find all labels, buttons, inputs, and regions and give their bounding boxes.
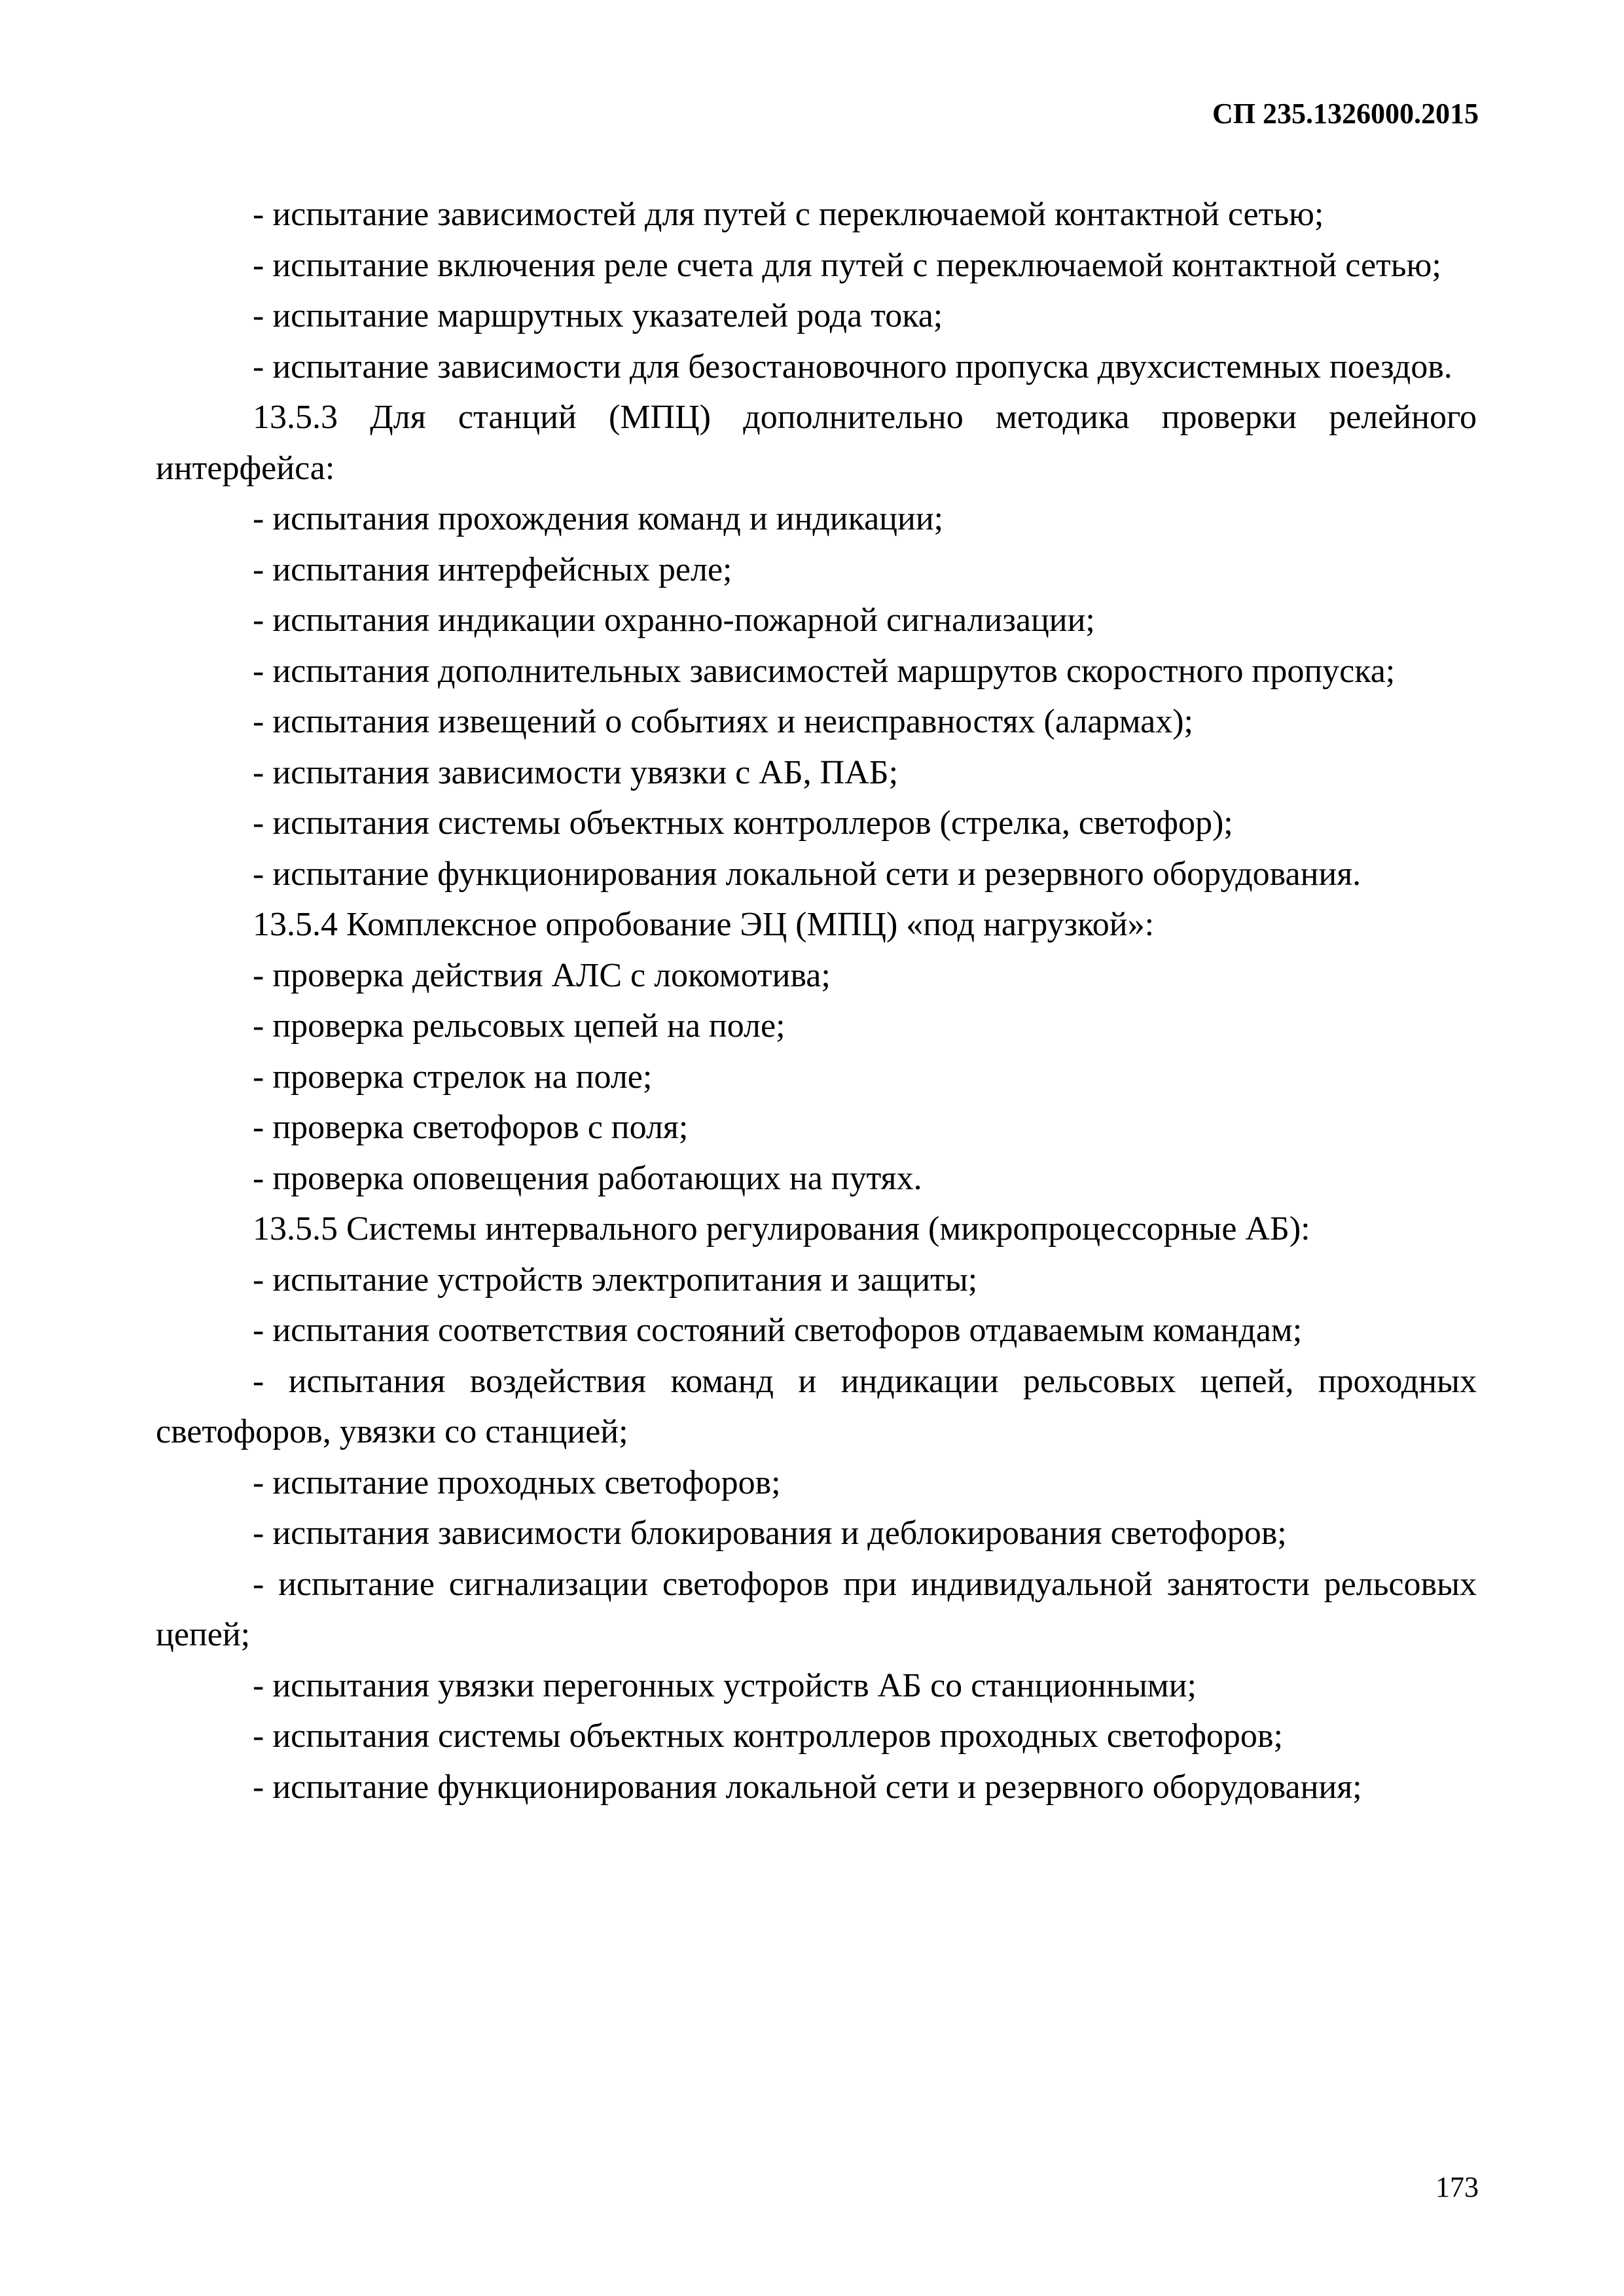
list-item: - испытание сигнализации светофоров при индивидуальной занятости рельсовых цепей; xyxy=(156,1565,1477,1653)
document-code-header: СП 235.1326000.2015 xyxy=(1212,98,1479,130)
list-item: - испытания прохождения команд и индикации; xyxy=(253,500,944,537)
list-item: - испытания извещений о событиях и неисправностях (алармах); xyxy=(253,703,1194,740)
list-item: - испытание маршрутных указателей рода тока; xyxy=(253,297,943,334)
list-item: - испытания системы объектных контроллеров проходных светофоров; xyxy=(253,1717,1283,1755)
section-heading-13-5-3: 13.5.3 Для станций (МПЦ) дополнительно методика проверки релейного интерфейса: xyxy=(156,399,1477,487)
list-item: - испытание устройств электропитания и защиты; xyxy=(253,1261,978,1299)
list-item: - испытания зависимости увязки с АБ, ПАБ; xyxy=(253,753,899,791)
list-item: - испытания интерфейсных реле; xyxy=(253,550,732,588)
list-item: - проверка светофоров с поля; xyxy=(253,1109,689,1146)
list-item: - испытание зависимости для безостановочного пропуска двухсистемных поездов. xyxy=(253,348,1453,386)
list-item: - испытания дополнительных зависимостей маршрутов скоростного пропуска; xyxy=(253,652,1396,690)
list-item: - проверка стрелок на поле; xyxy=(253,1058,653,1096)
list-item: - испытания индикации охранно-пожарной сигнализации; xyxy=(253,601,1095,639)
list-item: - испытания увязки перегонных устройств АБ со станционными; xyxy=(253,1666,1197,1704)
list-item: - испытание проходных светофоров; xyxy=(253,1463,781,1501)
list-item: - испытания воздействия команд и индикации рельсовых цепей, проходных светофоров, увязки со станцией; xyxy=(156,1362,1477,1450)
page-number: 173 xyxy=(1435,2171,1479,2203)
list-item: - проверка рельсовых цепей на поле; xyxy=(253,1007,785,1045)
list-item: - проверка действия АЛС с локомотива; xyxy=(253,956,831,994)
list-item: - испытания соответствия состояний светофоров отдаваемым командам; xyxy=(253,1312,1303,1349)
section-heading-13-5-4: 13.5.4 Комплексное опробование ЭЦ (МПЦ) «под нагрузкой»: xyxy=(253,906,1155,943)
section-heading-13-5-5: 13.5.5 Системы интервального регулирования (микропроцессорные АБ): xyxy=(253,1210,1310,1247)
list-item: - испытание включения реле счета для путей с переключаемой контактной сетью; xyxy=(253,246,1441,284)
list-item: - испытание функционирования локальной сети и резервного оборудования; xyxy=(253,1768,1362,1806)
list-item: - испытание зависимостей для путей с переключаемой контактной сетью; xyxy=(253,196,1324,233)
body-text xyxy=(156,189,1477,1812)
list-item: - испытания системы объектных контроллеров (стрелка, светофор); xyxy=(253,804,1233,842)
list-item: - испытание функционирования локальной сети и резервного оборудования. xyxy=(253,855,1362,893)
list-item: - проверка оповещения работающих на путях. xyxy=(253,1159,922,1197)
list-item: - испытания зависимости блокирования и деблокирования светофоров; xyxy=(253,1515,1287,1552)
